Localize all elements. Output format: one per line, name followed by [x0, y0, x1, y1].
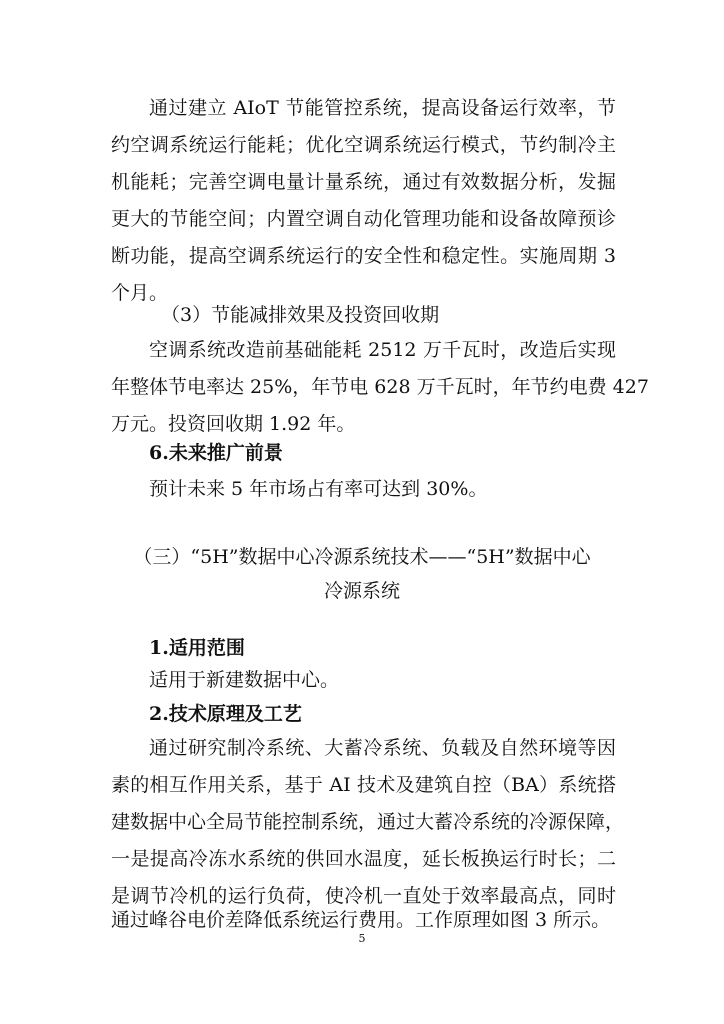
paragraph-line: 约空调系统运行能耗；优化空调系统运行模式，节约制冷主: [111, 134, 616, 156]
paragraph-line: 更大的节能空间；内置空调自动化管理功能和设备故障预诊: [111, 208, 616, 230]
paragraph-line: 通过研究制冷系统、大蓄冷系统、负载及自然环境等因: [149, 737, 616, 759]
paragraph-line: 空调系统改造前基础能耗 2512 万千瓦时，改造后实现: [149, 339, 616, 361]
paragraph-line: 适用于新建数据中心。: [149, 669, 340, 691]
section-heading: 2.技术原理及工艺: [149, 703, 302, 725]
paragraph-line: 断功能，提高空调系统运行的安全性和稳定性。实施周期 3: [111, 245, 616, 267]
paragraph-line: 预计未来 5 年市场占有率可达到 30%。: [149, 478, 488, 500]
paragraph-line: 一是提高冷冻水系统的供回水温度，延长板换运行时长；二: [111, 848, 616, 870]
paragraph-line: 万元。投资回收期 1.92 年。: [111, 413, 356, 435]
chapter-title-line: （三）“5H”数据中心冷源系统技术——“5H”数据中心: [133, 546, 591, 568]
section-heading: 1.适用范围: [149, 637, 245, 659]
subheading: （3）节能减排效果及投资回收期: [161, 304, 440, 326]
section-heading: 6.未来推广前景: [149, 442, 283, 464]
paragraph-line: 年整体节电率达 25%，年节电 628 万千瓦时，年节约电费 427: [111, 376, 649, 398]
paragraph-line: 个月。: [111, 282, 169, 304]
paragraph-line: 素的相互作用关系，基于 AI 技术及建筑自控（BA）系统搭: [111, 774, 616, 796]
paragraph-line: 是调节冷机的运行负荷，使冷机一直处于效率最高点，同时: [111, 885, 616, 907]
chapter-title-line: 冷源系统: [323, 580, 400, 602]
paragraph-line: 通过峰谷电价差降低系统运行费用。工作原理如图 3 所示。: [111, 909, 611, 931]
page-number: 5: [358, 932, 366, 945]
paragraph-line: 通过建立 AIoT 节能管控系统，提高设备运行效率，节: [149, 97, 616, 119]
paragraph-line: 机能耗；完善空调电量计量系统，通过有效数据分析，发掘: [111, 171, 616, 193]
paragraph-line: 建数据中心全局节能控制系统，通过大蓄冷系统的冷源保障，: [111, 811, 625, 833]
